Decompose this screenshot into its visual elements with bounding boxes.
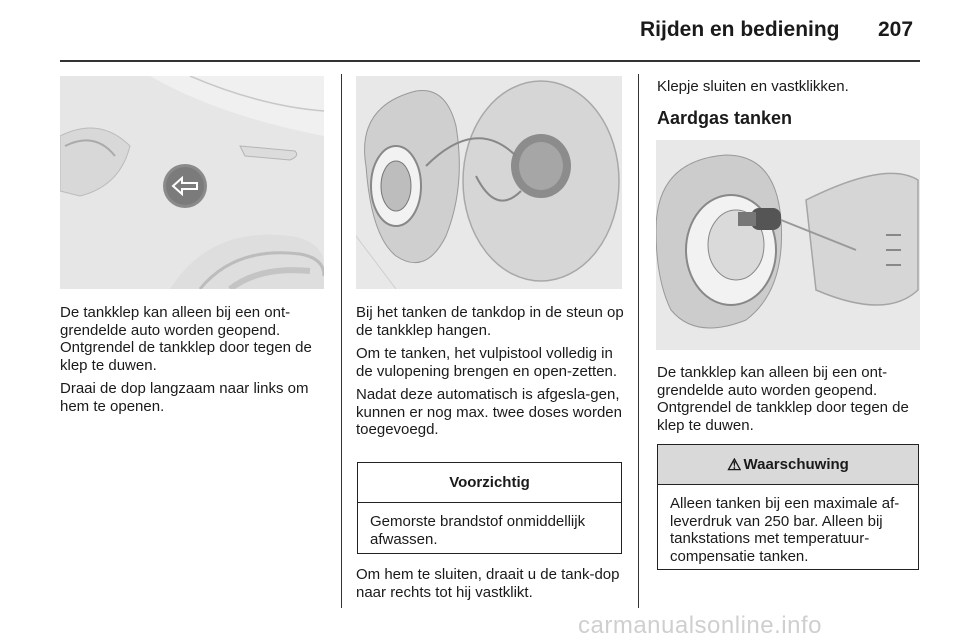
warning-title-bar [658,445,918,485]
figure-cng-filler [656,140,920,350]
warning-box [657,444,919,570]
warning-body: Alleen tanken bij een maximale af-leverdruk van 250 bar. Alleen bij tankstations met temperatuur-compensatie tanken. [670,495,900,565]
caution-title: Voorzichtig [358,463,621,503]
paragraph: Om hem te sluiten, draait u de tank-dop naar rechts tot hij vastklikt. [356,566,620,601]
column2-closing [356,566,628,607]
paragraph: De tankklep kan alleen bij een ont-grendelde auto worden geopend. Ontgrendel de tankklep door tegen de klep te duwen. [657,364,909,434]
column3-intro [657,78,922,102]
paragraph: De tankklep kan alleen bij een ont-grendelde auto worden geopend. Ontgrendel de tankklep door tegen de klep te duwen. [60,304,312,374]
column2-text [356,304,628,445]
paragraph: Klepje sluiten en vastklikken. [657,78,849,95]
figure-fuel-door-open [356,76,622,289]
page-number: 207 [878,18,914,41]
watermark: carmanualsonline.info [578,612,822,639]
caution-body: Gemorste brandstof onmiddellijk afwassen. [370,513,586,548]
header-rule [60,60,920,62]
figure-fuel-door-closed [60,76,324,289]
column-divider [341,74,342,608]
column-divider [638,74,639,608]
warning-title: Waarschuwing [743,456,849,473]
warning-triangle-icon: ⚠ [727,456,742,474]
paragraph: Bij het tanken de tankdop in de steun op de tankklep hangen. [356,304,624,339]
paragraph: Draai de dop langzaam naar links om hem te openen. [60,380,309,415]
page-title: Rijden en bediening [640,18,840,41]
paragraph: Om te tanken, het vulpistool volledig in de vulopening brengen en open-zetten. [356,345,618,380]
column3-text [657,364,927,440]
section-heading: Aardgas tanken [657,108,793,128]
caution-box [357,462,622,554]
paragraph: Nadat deze automatisch is afgesla-gen, kunnen er nog max. twee doses worden toegevoegd. [356,386,622,438]
column1-text [60,304,330,421]
